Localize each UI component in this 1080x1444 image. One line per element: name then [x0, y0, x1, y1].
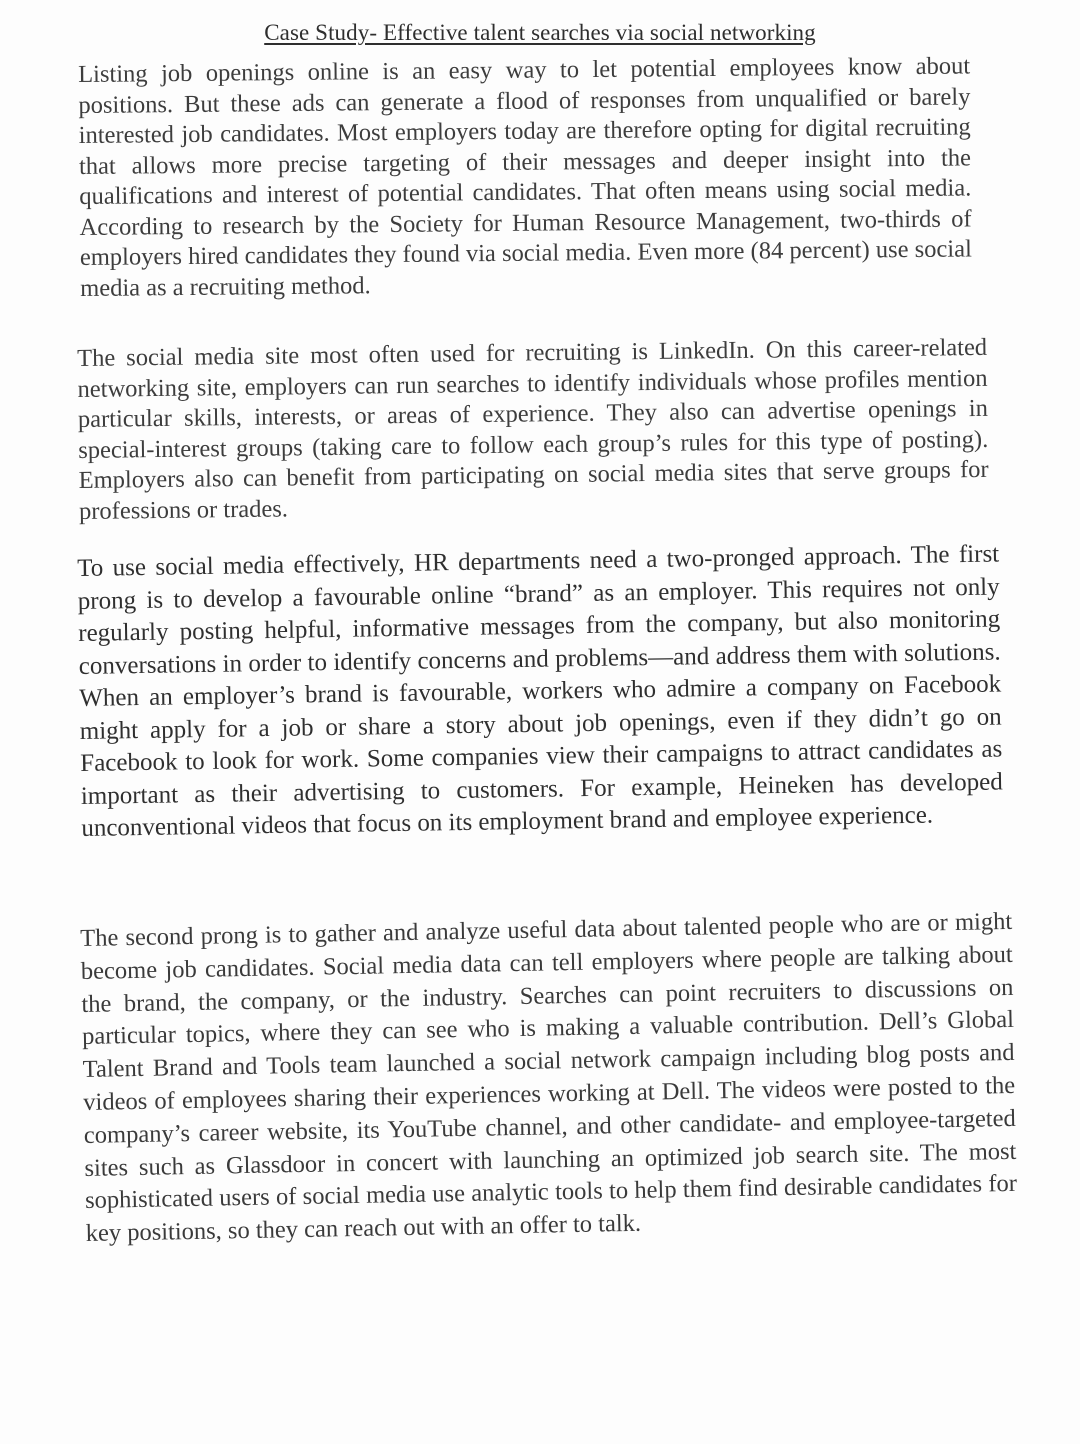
- paragraph-1: Listing job openings online is an easy way to let potential employees know about positions. But these ads can generate a flood of responses from unqualified or barely interested job candidates. Most employers today are therefore opting for digital recruiting that allows more precise targeting of their messages and deeper insight into the qualifications and interest of potential candidates. That often means using social media. According to research by the Society for Human Resource Management, two-thirds of employers hired candidates they found via social media. Even more (84 percent) use social media as a recruiting method.: [78, 52, 972, 302]
- paragraph-4: The second prong is to gather and analyze useful data about talented people who are or might become job candidates. Social media data can tell employers where people are talking about the brand, the company, or the industry. Searches can point recruiters to discussions on particular topics, where they can see who is making a valuable contribution. Dell’s Global Talent Brand and Tools team launched a social network campaign including blog posts and videos of employees sharing their experiences working at Dell. The videos were posted to the company’s career website, its YouTube channel, and other candidate- and employee-targeted sites such as Glassdoor in concert with launching an optimized job search site. The most sophisticated users of social media use analytic tools to help them find desirable candidates for key positions, so they can reach out with an offer to talk.: [80, 907, 1018, 1248]
- paragraph-3: To use social media effectively, HR departments need a two-pronged approach. The first prong is to develop a favourable online “brand” as an employer. This requires not only regularly posting helpful, informative messages from the company, but also monitoring conversations in order to identify concerns and problems—and address them with solutions. When an employer’s brand is favourable, workers who admire a company on Facebook might apply for a job or share a story about job openings, even if they didn’t go on Facebook to look for work. Some companies view their campaigns to attract candidates as important as their advertising to customers. For example, Heineken has developed unconventional videos that focus on its employment brand and employee experience.: [77, 540, 1003, 842]
- paragraph-2: The social media site most often used for recruiting is LinkedIn. On this career-related networking site, employers can run searches to identify individuals whose profiles mention particular skills, interests, or areas of experience. They also can advertise openings in special-interest groups (taking care to follow each group’s rules for this type of posting). Employers also can benefit from participating on social media sites that serve groups for professions or trades.: [77, 333, 989, 525]
- document-title: Case Study- Effective talent searches via social networking: [264, 20, 816, 45]
